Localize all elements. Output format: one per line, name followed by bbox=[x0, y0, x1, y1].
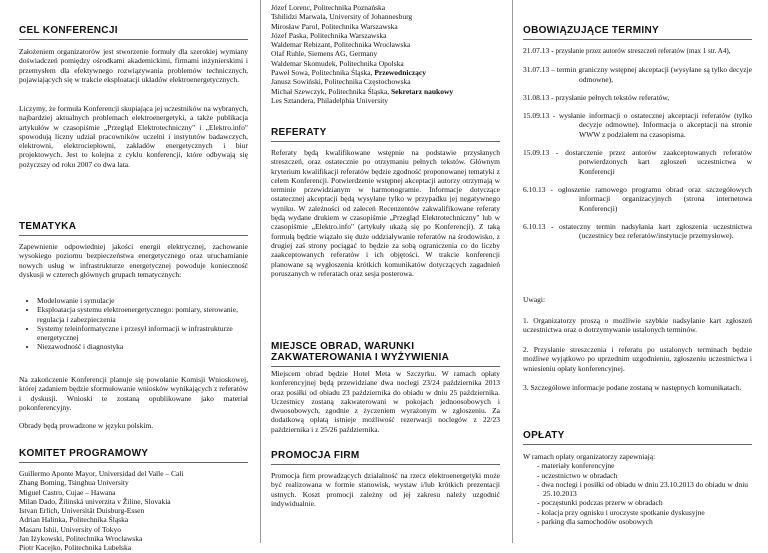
heading-miejsce-obrad: MIEJSCE OBRAD, WARUNKI ZAKWATEROWANIA I WYŻYWIENIA bbox=[271, 341, 500, 367]
list-item: Adrian Halinka, Politechnika Śląska bbox=[19, 515, 129, 525]
list-item: Józef Lorenc, Politechnika Poznańska bbox=[271, 3, 386, 12]
list-item: • Systemy teleinformatyczne i przesył informacji w infrastrukturze energetycznej bbox=[37, 324, 248, 343]
list-item: Paweł Sowa, Politechnika Śląska, Przewodniczący bbox=[271, 68, 426, 78]
list-item: 31.08.13 - przysłanie pełnych tekstów referatów, bbox=[523, 92, 670, 102]
list-item: Waldemar Skomudek, Politechnika Opolska bbox=[271, 58, 404, 68]
fees-intro: W ramach opłaty organizatorzy zapewniają: bbox=[523, 452, 656, 461]
list-item: Les Sztandera, Philadelphia University bbox=[271, 95, 389, 105]
list-item: • Eksploatacja systemu elektroenergetycznego: pomiary, sterowanie, regulacja i zabezpieczenia bbox=[37, 305, 248, 324]
committee-list-continued bbox=[271, 3, 500, 105]
list-item: Olaf Ruhle, Siemens AG, Germany bbox=[271, 49, 378, 59]
list-item: Józef Paska, Politechnika Warszawska bbox=[271, 30, 387, 40]
fees-list bbox=[523, 452, 752, 526]
list-item: Milan Dado, Žilinská univerzita v Žiline, Slovakia bbox=[19, 496, 171, 506]
paragraph-obrady: Obrady będą prowadzone w języku polskim. bbox=[19, 421, 154, 430]
paragraph-komisja: Na zakończenie Konferencji planuje się powołanie Komisji Wnioskowej, której zadaniem będzie sformułowanie wniosków wynikających z referatów i dyskusji. Wnioski te zostaną opublikowane jako materiał pokonferencyjny. bbox=[19, 375, 248, 412]
paragraph-liczymy: Liczymy, że formuła Konferencji skupiająca jej uczestników na wybranych, najbardziej aktualnych problemach elektroenergetyki, a także publikacja artykułów w czasopiśmie „Przegląd Elektrotechniczny" i „Elektro.info" spowodują liczny udział pracowników uczelni i instytutów badawczych, elektrowni, elektrociepłowni, zakładów energetycznych i biur projektowych. Jest to kolejna z cyklu konferencji, które odbywają się pożyczszy od roku 2007 co dwa lata. bbox=[19, 104, 248, 169]
list-item: - dwa noclegi i posiłki od obiadu w dniu 23.10.2013 do obiadu w dniu 25.10.2013 bbox=[537, 479, 749, 499]
list-item: Piotr Kacejko, Politechnika Lubelska bbox=[19, 543, 132, 553]
column-middle bbox=[271, 0, 500, 543]
paragraph-referaty: Referaty będą kwalifikowane wstępnie na podstawie przysłanych streszczeń, oraz ostatecznie po otrzymaniu pełnych tekstów. Głównym kryterium kwalifikacji referatów będzie zgodność proponowanej tematyki z celem Konferencji. Potwierdzenie wstępnej akceptacji autorzy otrzymają w terminie przewidzianym w harmonogramie. Informacje dotyczące ostatecznej akceptacji będą wysyłane tylko w przypadku jej negatywnego wyniku. W zależności od zaleceń Recenzentów zakwalifikowane referaty będą wydane drukiem w czasopiśmie „Przegląd Elektrotechniczny" lub w czasopiśmie „Elektro.info" (artykuły ukażą się po Konferencji). Z taką formułą będzie wiązało się duże oddziaływanie referatów na środowisko, z drugiej zaś strony pociągać to będzie za sobą ograniczenia co do liczby zaakceptowanych referatów i ich objętości. W trakcie konferencji planowane są wygłoszenia krótkich komunikatów dotyczących zagadnień poruszanych w referatach oraz sesja posterowa. bbox=[271, 148, 500, 278]
heading-terminy: OBOWIĄZUJĄCE TERMINY bbox=[523, 25, 752, 40]
list-item: - uczestnictwo w obradach bbox=[537, 470, 618, 480]
committee-list bbox=[19, 469, 248, 553]
list-item: - poczęstunki podczas przerw w obradach bbox=[537, 498, 663, 508]
column-divider bbox=[512, 0, 513, 543]
list-item: Istvan Erlich, Universität Duisburg-Essen bbox=[19, 506, 145, 516]
list-item: Masaru Ishii, University of Tokyo bbox=[19, 524, 122, 534]
column-left bbox=[19, 0, 248, 553]
topic-list bbox=[19, 296, 248, 352]
list-item: Miguel Castro, Cujae – Hawana bbox=[19, 487, 116, 497]
list-item: 31.07.13 – termin graniczny wstępnej akceptacji (wysyłane są tylko decyzje odmowne), bbox=[523, 65, 753, 84]
paragraph-tematyka: Zapewnienie odpowiedniej jakości energii elektrycznej, zachowanie wysokiego poziomu bezpieczeństwa energetycznego oraz uruchamianie nowych usług w infrastrukturze energetycznej powoduje konieczność dyskusji w czterech głównych grupach tematycznych: bbox=[19, 242, 248, 279]
list-item: Mirosław Parol, Politechnika Warszawska bbox=[271, 21, 398, 31]
list-item: • Niezawodność i diagnostyka bbox=[37, 342, 248, 351]
list-item: Waldemar Rebizant, Politechnika Wrocławska bbox=[271, 40, 411, 50]
list-item: 6.10.13 - ostateczny termin nadsyłania kart zgłoszenia uczestnictwa (uczestnicy bez referatów/instytucje przemysłowe). bbox=[523, 221, 752, 241]
list-item: Guillermo Aponte Mayor, Universidad del Valle – Cali bbox=[19, 469, 184, 478]
column-right bbox=[523, 0, 752, 543]
heading-tematyka: TEMATYKA bbox=[19, 221, 248, 236]
heading-cel-konferencji: CEL KONFERENCJI bbox=[19, 25, 248, 40]
list-item: - materiały konferencyjne bbox=[537, 461, 615, 471]
heading-oplaty: OPŁATY bbox=[523, 430, 752, 445]
list-item: 21.07.13 - przysłanie przez autorów streszczeń referatów (max 1 str. A4), bbox=[523, 46, 731, 55]
deadline-list bbox=[523, 46, 752, 240]
list-item: Jan Iżykowski, Politechnika Wrocławska bbox=[19, 534, 143, 544]
list-item: • Modelowanie i symulacje bbox=[37, 296, 248, 305]
list-item: Tshilidzi Marwala, University of Johannesburg bbox=[271, 12, 413, 22]
paragraph-cel: Założeniem organizatorów jest stworzenie formuły dla szerokiej wymiany doświadczeń pomiędzy ośrodkami akademickimi, firmami inżynierskimi i przemysłem dla efektywnego rozwiązywania problemów technicznych, pojawiających się w trakcie eksploatacji układów elektroenergetycznych. bbox=[19, 47, 248, 84]
paragraph-miejsce: Miejscem obrad będzie Hotel Meta w Szczyrku. W ramach opłaty konferencyjnej będą przewidziane dwa noclegi 23/24 października 2013 oraz posiłki od obiadu 23 października do obiadu w dniu 25 października. Uczestnicy zostaną zakwaterowani w pokojach jednoosobowych i dwuosobowych, zgodnie z życzeniem wyrażonym w zgłoszeniu. Za dodatkową opłatą istnieje możliwość rezerwacji noclegów z 22/23 października i z 25/26 października. bbox=[271, 369, 500, 434]
list-item: 15.09.13 - wysłanie informacji o ostatecznej akceptacji referatów (tylko decyzje odmowne). Informacja o akceptacji na stronie WWW z podziałem na czasopisma. bbox=[523, 111, 752, 139]
paragraph-promocja: Promocja firm prowadzących działalność na rzecz elektroenergetyki może być realizowana w formie stanowisk, wystaw i/lub krótkich prezentacji ustnych. Koszt promocji zależny od jej zakresu należy uzgodnić indywidualnie. bbox=[271, 471, 500, 508]
role-secretary: Sekretarz naukowy bbox=[390, 86, 454, 96]
list-item: 6.10.13 - ogłoszenie ramowego programu obrad oraz szczegółowych informacji organizacyjnych (strona internetowa Konferencji) bbox=[523, 184, 752, 213]
list-item: Janusz Sowiński, Politechnika Częstochowska bbox=[271, 77, 411, 87]
heading-referaty: REFERATY bbox=[271, 127, 500, 142]
list-item: - kolacja przy ognisku i uroczyste spotkanie dyskusyjne bbox=[537, 507, 705, 517]
list-item: Michał Szewczyk, Politechnika Śląska, Sekretarz naukowy bbox=[271, 86, 454, 96]
role-chairman: Przewodniczący bbox=[374, 68, 426, 78]
list-item: Zhang Boming, Tsinghua University bbox=[19, 478, 129, 488]
list-item: 15.09.13 - dostarczenie przez autorów zaakceptowanych referatów potwierdzonych kart zgłoszeń uczestnictwa w Konferencji bbox=[523, 148, 752, 176]
note-3: 3. Szczegółowe informacje podane zostaną w następnych komunikatach. bbox=[523, 383, 742, 392]
heading-promocja-firm: PROMOCJA FIRM bbox=[271, 450, 500, 465]
notes-label: Uwagi: bbox=[523, 295, 546, 304]
list-item: - parking dla samochodów osobowych bbox=[537, 517, 653, 527]
note-2: 2. Przysłanie streszczenia i referatu po ustalonych terminach będzie możliwe wyjątkowo po uprzednim uzgodnieniu, zgłoszeniu uczestnictwa i wniesieniu opłaty konferencyjnej. bbox=[523, 345, 752, 373]
heading-komitet: KOMITET PROGRAMOWY bbox=[19, 448, 248, 463]
column-divider bbox=[260, 0, 261, 543]
note-1: 1. Organizatorzy proszą o możliwie szybkie nadsyłanie kart zgłoszeń uczestnictwa oraz o dotrzymywanie ustalonych terminów. bbox=[523, 316, 752, 335]
